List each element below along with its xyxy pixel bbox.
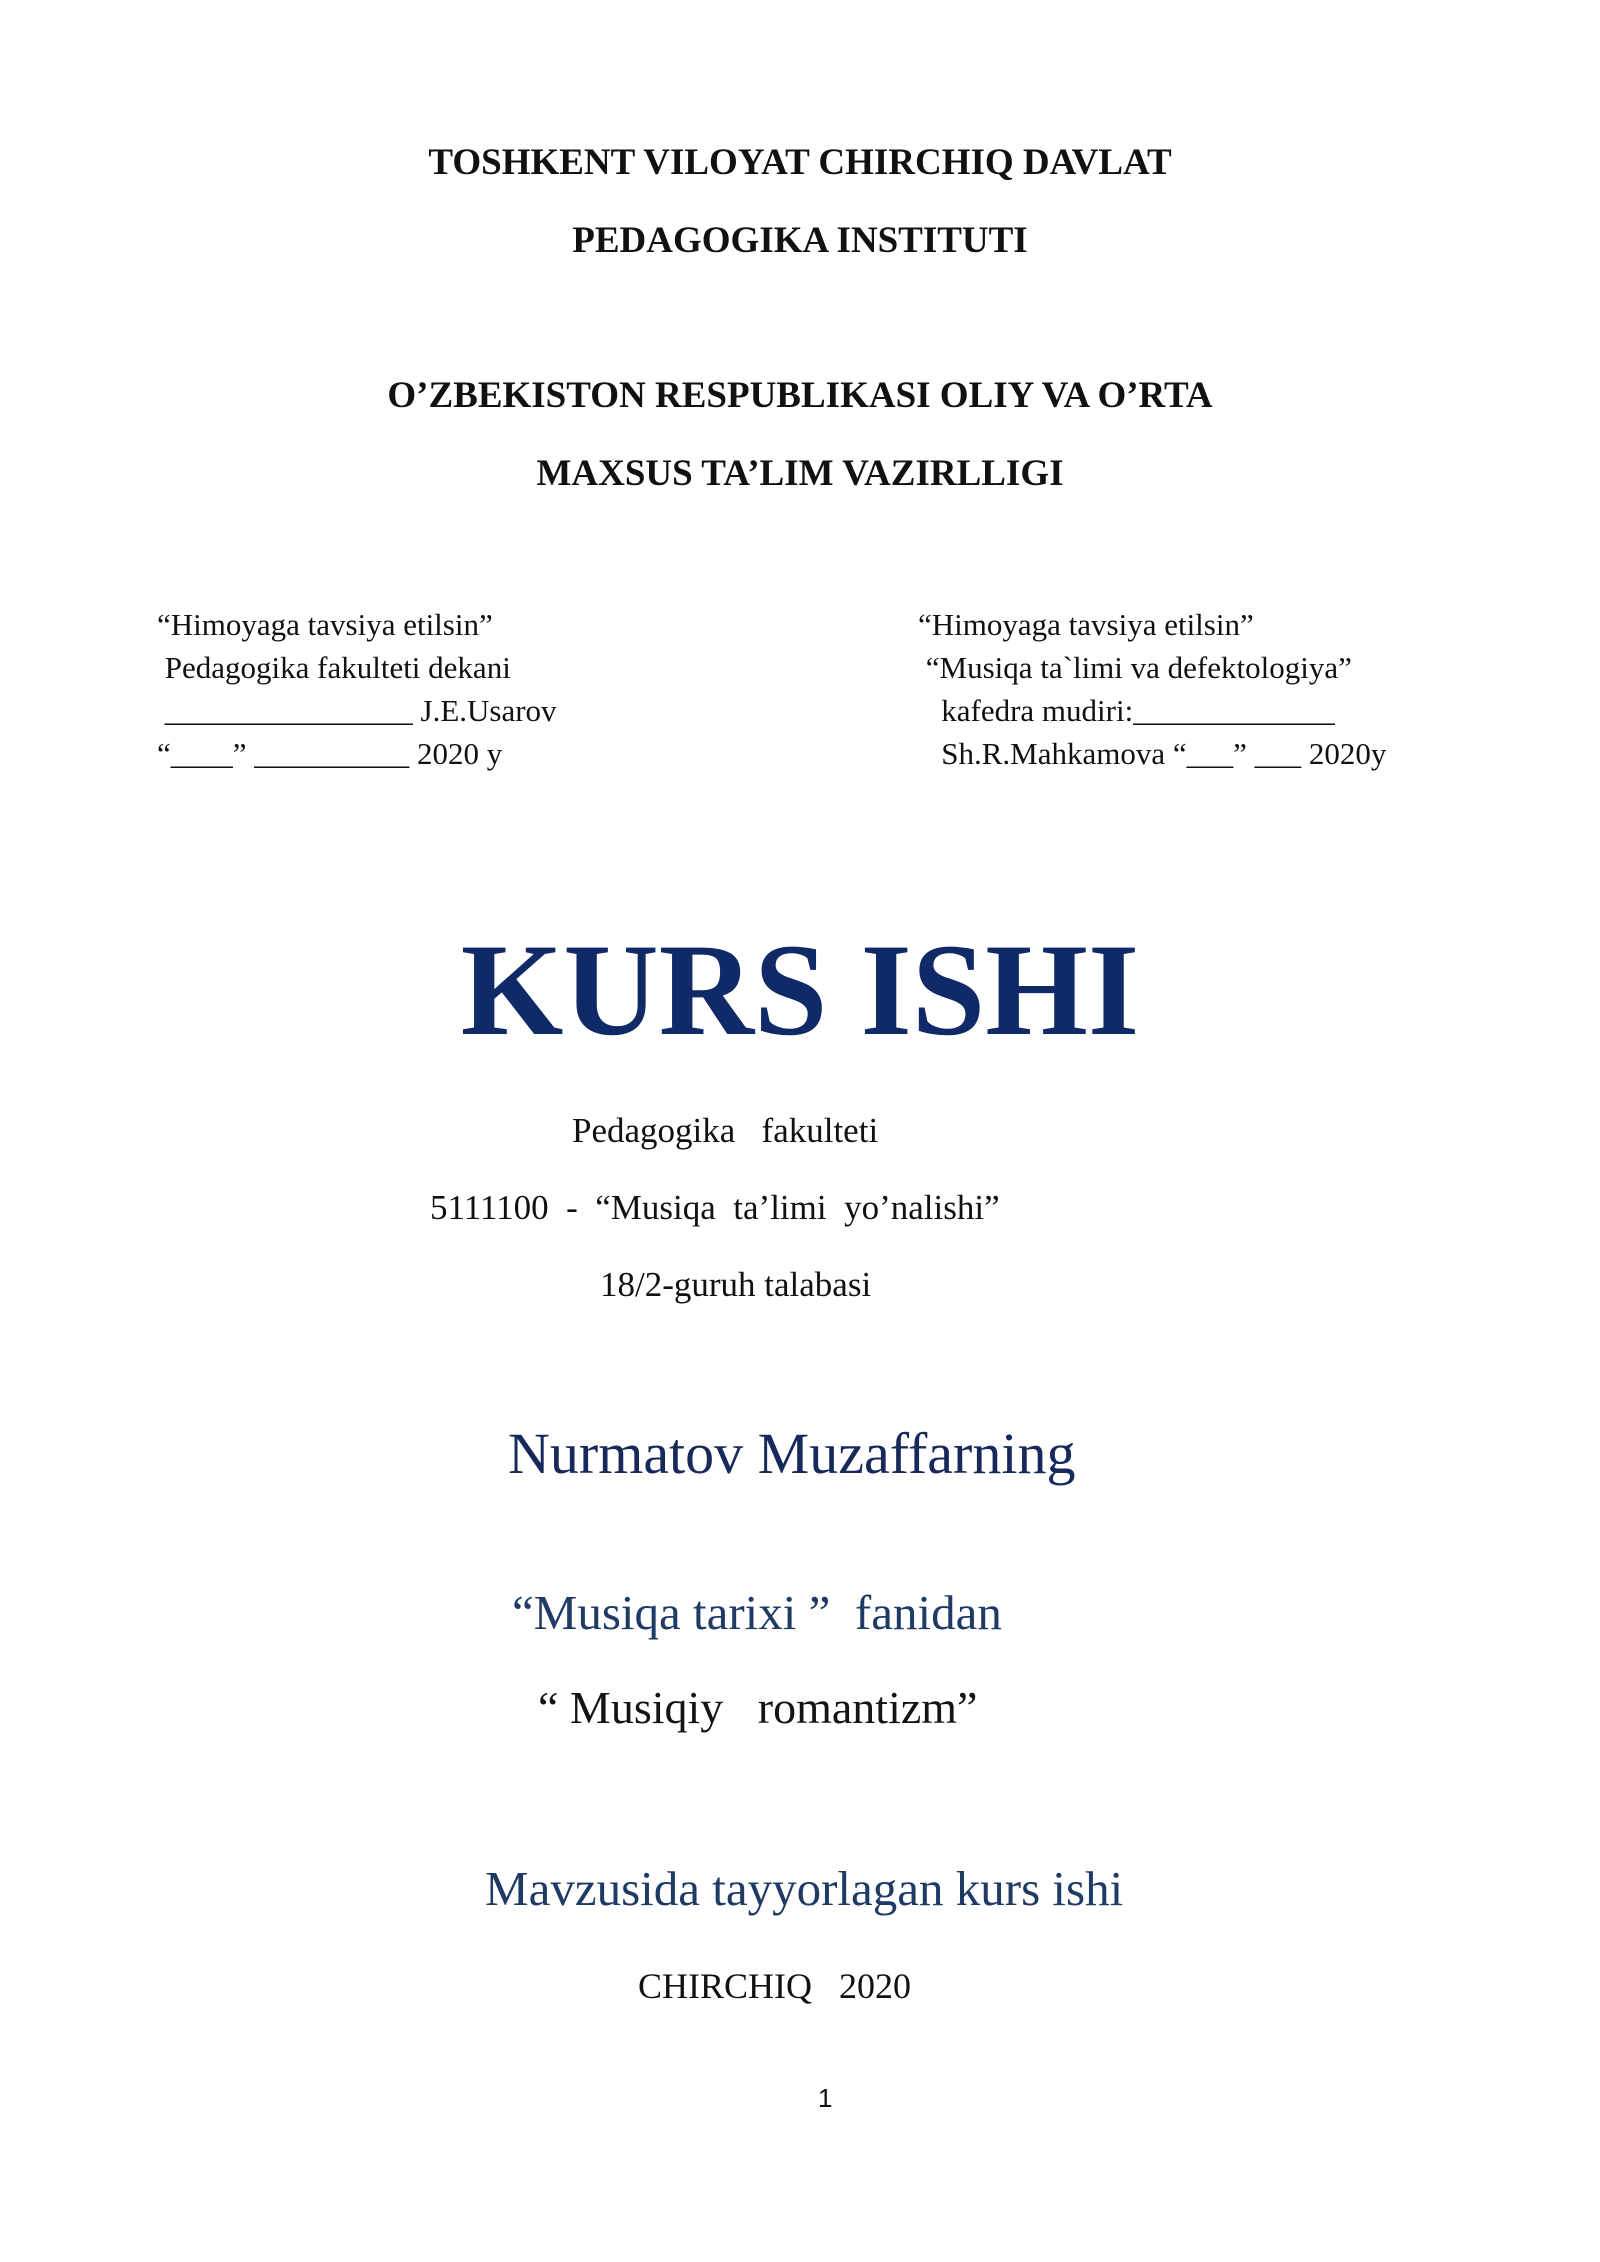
approval-right-line4: Sh.R.Mahkamova “___” ___ 2020y xyxy=(918,736,1387,771)
topic-line: “ Musiqiy romantizm” xyxy=(538,1682,978,1733)
approval-right-line2: “Musiqa ta`limi va defektologiya” xyxy=(918,650,1352,685)
approval-right-line3: kafedra mudiri:_____________ xyxy=(918,693,1335,728)
group-line: 18/2-guruh talabasi xyxy=(600,1265,872,1304)
approval-left-line1: “Himoyaga tavsiya etilsin” xyxy=(157,607,493,642)
ministry-name-line2: MAXSUS TA’LIM VAZIRLLIGI xyxy=(536,453,1064,494)
institute-name-line2: PEDAGOGIKA INSTITUTI xyxy=(572,220,1028,261)
institute-name-line1: TOSHKENT VILOYAT CHIRCHIQ DAVLAT xyxy=(428,142,1172,183)
approval-left-line4: “____” __________ 2020 y xyxy=(157,736,503,771)
page-number: 1 xyxy=(818,2083,833,2113)
subject-line: “Musiqa tarixi ” fanidan xyxy=(512,1585,1002,1640)
approval-left-line2: Pedagogika fakulteti dekani xyxy=(157,650,511,685)
document-title: KURS ISHI xyxy=(460,916,1140,1063)
faculty-line: Pedagogika fakulteti xyxy=(572,1111,879,1150)
student-name: Nurmatov Muzaffarning xyxy=(508,1421,1076,1486)
city-year: CHIRCHIQ 2020 xyxy=(638,1966,912,2006)
specialty-line: 5111100 - “Musiqa ta’limi yo’nalishi” xyxy=(430,1188,1000,1227)
prepared-line: Mavzusida tayyorlagan kurs ishi xyxy=(485,1861,1124,1916)
approval-left-line3: ________________ J.E.Usarov xyxy=(157,693,557,728)
ministry-name-line1: O’ZBEKISTON RESPUBLIKASI OLIY VA O’RTA xyxy=(387,375,1213,416)
approval-right-line1: “Himoyaga tavsiya etilsin” xyxy=(918,607,1254,642)
